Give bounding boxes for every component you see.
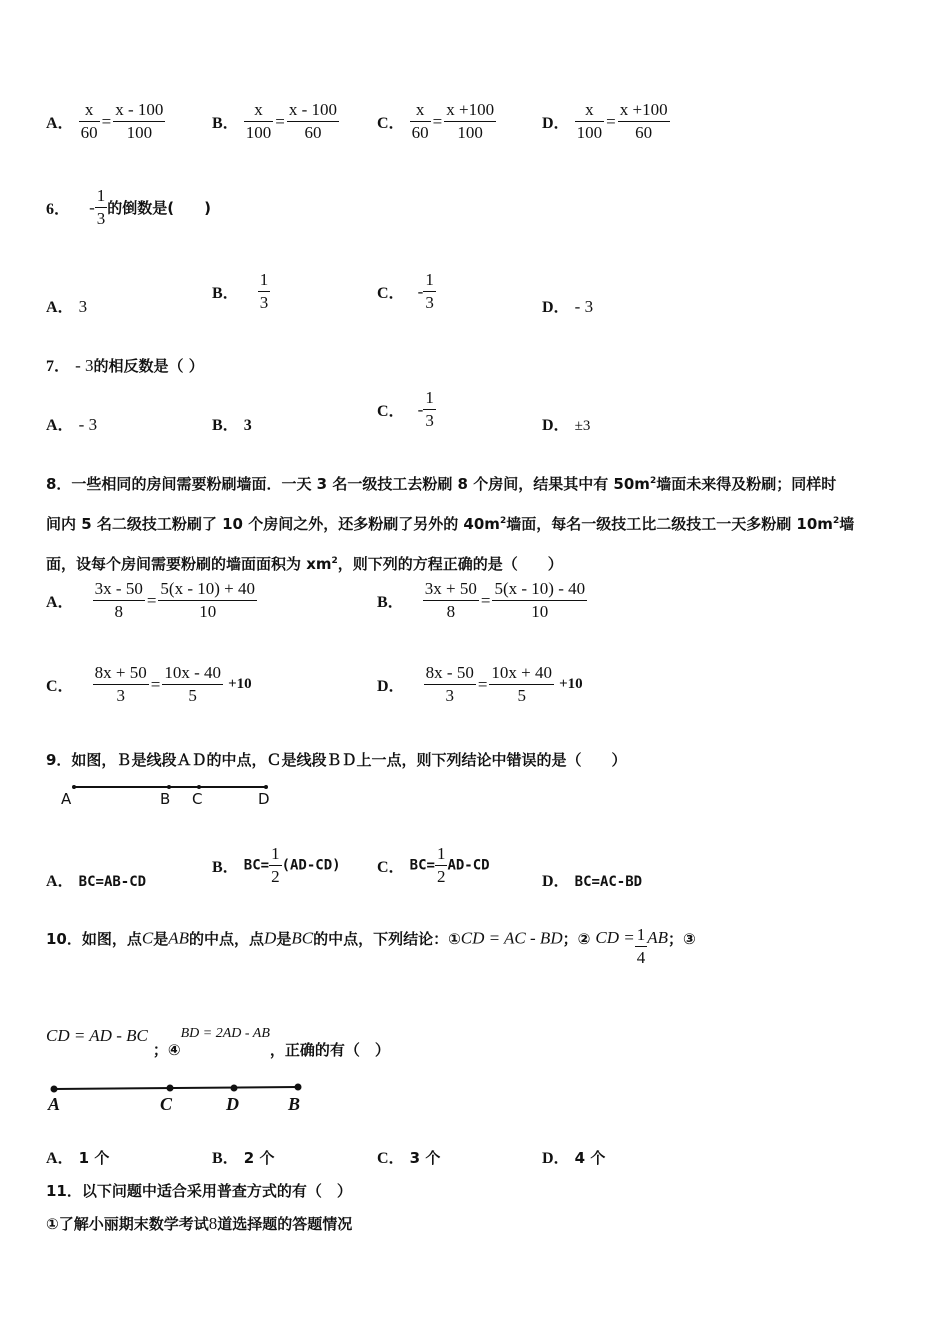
fraction: $\frac{x}{60}$ (411, 100, 429, 142)
q6-option-c[interactable]: C． - $\frac{1}{3}$ (377, 270, 434, 312)
option-label: B． (212, 115, 239, 132)
q8-line-1: 8．一些相同的房间需要粉刷墙面．一天 3 名一级技工去粉刷 8 个房间，结果其中有 $50m^2$墙面未来得及粉刷；同样时 (46, 475, 837, 493)
q10-option-c[interactable]: C． 3 个 (377, 1149, 441, 1167)
point-label-c: C (192, 790, 203, 808)
q10-line-segment-diagram (46, 1080, 316, 1116)
q7-option-c[interactable]: C． - $\frac{1}{3}$ (377, 388, 434, 430)
point-label-d: D (258, 790, 270, 808)
q10-option-a[interactable]: A． 1 个 (46, 1149, 110, 1167)
option-label: C． (377, 115, 405, 132)
q8-option-b[interactable]: B． $\frac{3x + 50}{8}$ = $\frac{5(x - 10) - 40}{10}$ (377, 579, 586, 621)
fraction: $\frac{x}{100}$ (245, 100, 272, 142)
fraction: $\frac{x}{60}$ (80, 100, 98, 142)
q7-option-b[interactable]: B． 3 (212, 417, 252, 434)
option-label: D． (542, 115, 570, 132)
q10-stem-line-1: 10．如图，点C是AB的中点，点D是BC的中点，下列结论：①CD = AC - BD；② CD = $\frac{1}{4}$ AB；③ (46, 925, 696, 967)
q9-option-d[interactable]: D． BC=AC-BD (542, 873, 643, 890)
fraction: $\frac{x - 100}{60}$ (288, 100, 338, 142)
q7-option-a[interactable]: A． - 3 (46, 415, 98, 434)
q10-option-b[interactable]: B． 2 个 (212, 1149, 275, 1167)
fraction: $\frac{x}{100}$ (576, 100, 603, 142)
q6-option-d[interactable]: D． - 3 (542, 297, 594, 316)
q11-item-1: ①了解小丽期末数学考试8道选择题的答题情况 (46, 1214, 353, 1233)
point-label-d: D (226, 1094, 239, 1114)
fraction: $\frac{x - 100}{100}$ (115, 100, 164, 142)
q11-stem: 11．以下问题中适合采用普查方式的有（ ） (46, 1182, 352, 1200)
point-label-b: B (288, 1094, 301, 1114)
q5-option-a[interactable]: A． $\frac{x}{60}$ = $\frac{x - 100}{100}$ (46, 100, 164, 142)
q5-option-d[interactable]: D． $\frac{x}{100}$ = $\frac{x +100}{60}$ (542, 100, 668, 142)
q10-figure (46, 1080, 316, 1116)
q7-stem: 7． - 3的相反数是（ ） (46, 356, 204, 375)
point-label-c: C (160, 1094, 173, 1114)
q6-option-a[interactable]: A． 3 (46, 297, 88, 316)
q9-figure (58, 780, 278, 808)
q10-stem-line-2: CD = AD - BC ；④BD = 2AD - AB，正确的有（ ） (46, 1026, 390, 1059)
q8-option-d[interactable]: D． $\frac{8x - 50}{3}$ = $\frac{10x + 40}{5}$ +10 (377, 663, 583, 705)
q9-option-c[interactable]: C． BC= $\frac{1}{2}$ AD-CD (377, 844, 490, 886)
q9-option-a[interactable]: A． BC=AB-CD (46, 873, 147, 890)
q6-option-b[interactable]: B． $\frac{1}{3}$ (212, 270, 269, 312)
q8-option-a[interactable]: A． $\frac{3x - 50}{8}$ = $\frac{5(x - 10) + 40}{10}$ (46, 579, 255, 621)
point-label-b: B (160, 790, 171, 808)
q8-stem (46, 463, 908, 583)
fraction: $\frac{x +100}{100}$ (446, 100, 495, 142)
q9-stem: 9．如图，Ｂ是线段ＡＤ的中点，Ｃ是线段ＢＤ上一点，则下列结论中错误的是（ ） (46, 751, 627, 769)
q9-option-b[interactable]: B． BC= $\frac{1}{2}$ (AD-CD) (212, 844, 341, 886)
q5-option-c[interactable]: C． $\frac{x}{60}$ = $\frac{x +100}{100}$ (377, 100, 495, 142)
point-label-a: A (61, 790, 72, 808)
q8-line-2: 间内 5 名二级技工粉刷了 10 个房间之外，还多粉刷了另外的 $40m^2$墙面，每名一级技工比二级技工一天多粉刷 $10m^2$墙 (46, 515, 855, 533)
point-label-a: A (48, 1094, 61, 1114)
q6-stem: 6． - $\frac{1}{3}$ 的倒数是( ) (46, 186, 211, 228)
q10-option-d[interactable]: D． 4 个 (542, 1149, 606, 1167)
q7-option-d[interactable]: D． ±3 (542, 417, 591, 434)
q5-option-b[interactable]: B． $\frac{x}{100}$ = $\frac{x - 100}{60}$ (212, 100, 338, 142)
q8-option-c[interactable]: C． $\frac{8x + 50}{3}$ = $\frac{10x - 40}{5}$ +10 (46, 663, 252, 705)
q8-line-3: 面，设每个房间需要粉刷的墙面面积为 $xm^2$，则下列的方程正确的是（ ） (46, 555, 563, 573)
fraction: $\frac{x +100}{60}$ (619, 100, 668, 142)
option-label: A． (46, 115, 74, 132)
